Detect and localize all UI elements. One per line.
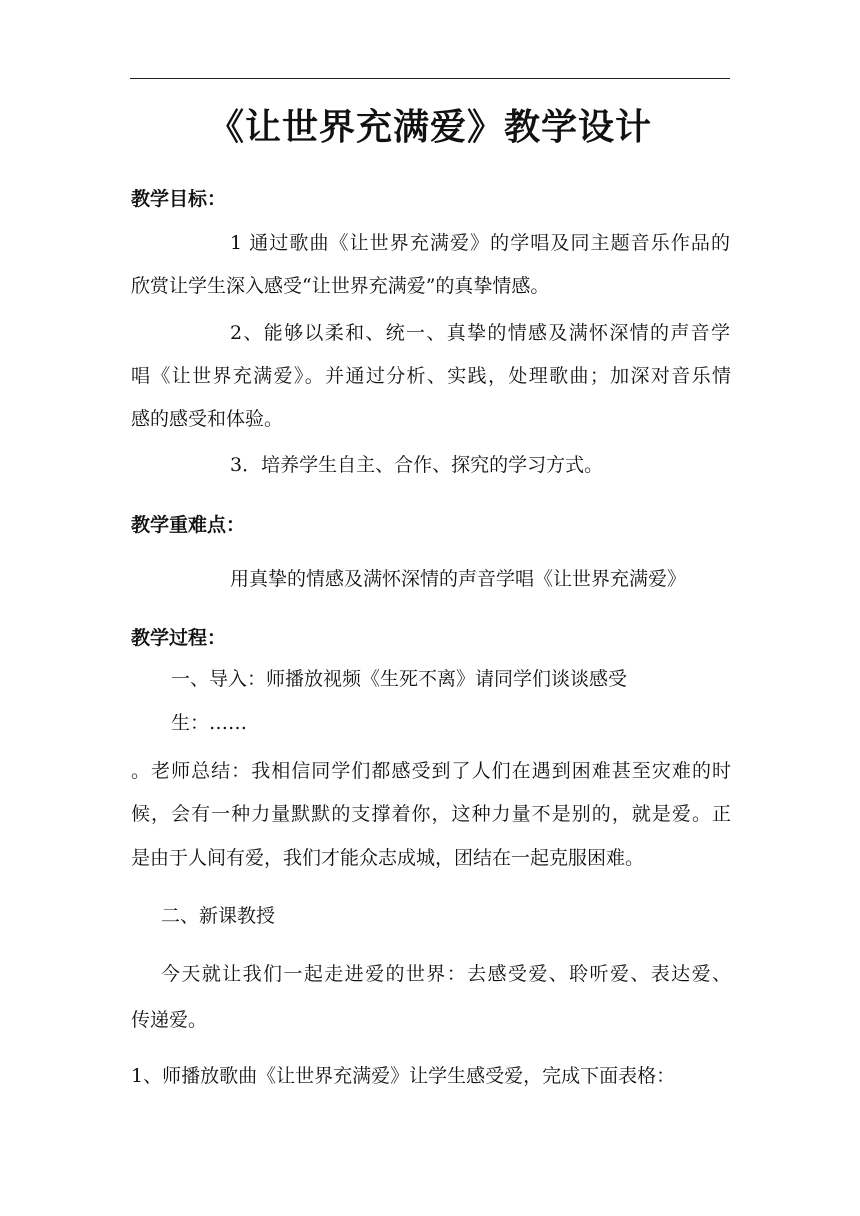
objectives-heading: 教学目标： <box>131 188 227 210</box>
process-heading: 教学过程： <box>131 627 227 649</box>
header-rule <box>130 78 730 79</box>
today-line-1: 今天就让我们一起走进爱的世界：去感受爱、聆听爱、表达爱、 <box>161 963 731 985</box>
keypoint-text: 用真挚的情感及满怀深情的声音学唱《让世界充满爱》 <box>230 568 687 590</box>
objective-2-line-2: 唱《让世界充满爱》。并通过分析、实践，处理歌曲；加深对音乐情 <box>131 365 731 387</box>
objective-1-line-2: 欣赏让学生深入感受“让世界充满爱”的真挚情感。 <box>131 275 550 297</box>
activity-1: 1、师播放歌曲《让世界充满爱》让学生感受爱，完成下面表格： <box>131 1065 676 1087</box>
objective-2-line-3: 感的感受和体验。 <box>131 408 284 430</box>
page-title: 《让世界充满爱》教学设计 <box>207 106 652 148</box>
objective-1-line-1: 1 通过歌曲《让世界充满爱》的学唱及同主题音乐作品的 <box>230 232 730 254</box>
objective-3: 3．培养学生自主、合作、探究的学习方式。 <box>230 454 604 476</box>
summary-line-3: 是由于人间有爱，我们才能众志成城，团结在一起克服困难。 <box>131 847 645 869</box>
step-1-intro: 一、导入：师播放视频《生死不离》请同学们谈谈感受 <box>171 668 628 690</box>
summary-line-1: 。老师总结：我相信同学们都感受到了人们在遇到困难甚至灾难的时 <box>131 760 731 782</box>
student-response: 生：…… <box>171 712 248 734</box>
step-2-heading: 二、新课教授 <box>161 905 276 927</box>
objective-2-line-1: 2、能够以柔和、统一、真挚的情感及满怀深情的声音学 <box>230 322 730 344</box>
today-line-2: 传递爱。 <box>131 1009 208 1031</box>
keypoints-heading: 教学重难点： <box>131 514 246 536</box>
summary-line-2: 候，会有一种力量默默的支撑着你，这种力量不是别的，就是爱。正 <box>131 803 731 825</box>
